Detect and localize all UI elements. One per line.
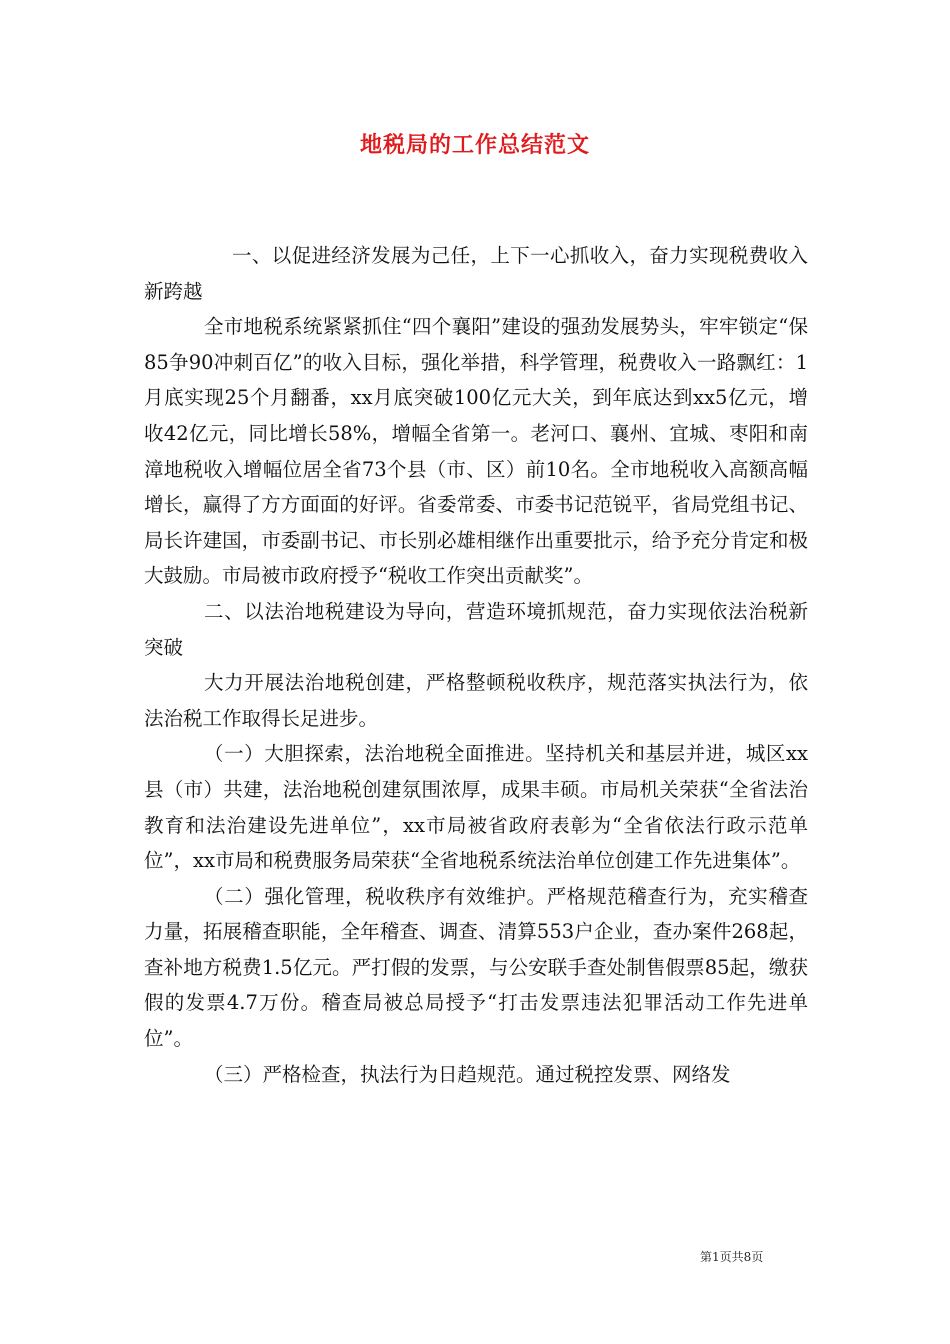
- section-heading-2: 二、以法治地税建设为导向，营造环境抓规范，奋力实现依法治税新突破: [144, 599, 808, 659]
- subsection-1: （一）大胆探索，法治地税全面推进。坚持机关和基层并进，城区xx县（市）共建，法治地税创建氛围浓厚，成果丰硕。市局机关荣获“全省法治教育和法治建设先进单位”，xx市局被省政府表彰为“全省依法行政示范单位”，xx市局和税费服务局荣获“全省地税系统法治单位创建工作先进集体”。: [144, 742, 808, 873]
- document-body: [144, 238, 808, 1092]
- paragraph-rule-of-law: 大力开展法治地税创建，严格整顿税收秩序，规范落实执法行为，依法治税工作取得长足进步。: [144, 671, 808, 730]
- section-heading-1: 一、以促进经济发展为己任，上下一心抓收入，奋力实现税费收入新跨越: [144, 244, 808, 303]
- subsection-2: （二）强化管理，税收秩序有效维护。严格规范稽查行为，充实稽查力量，拓展稽查职能，全年稽查、调查、清算553户企业，查办案件268起，查补地方税费1.5亿元。严打假的发票，与公安联手查处制售假票85起，缴获假的发票4.7万份。稽查局被总局授予“打击发票违法犯罪活动工作先进单位”。: [144, 884, 808, 1051]
- paragraph-revenue: 全市地税系统紧紧抓住“四个襄阳”建设的强劲发展势头，牢牢锁定“保85争90冲刺百亿”的收入目标，强化举措，科学管理，税费收入一路飘红：1月底实现25个月翻番，xx月底突破100亿元大关，到年底达到xx5亿元，增收42亿元，同比增长58%，增幅全省第一。老河口、襄州、宜城、枣阳和南漳地税收入增幅位居全省73个县（市、区）前10名。全市地税收入高额高幅增长，赢得了方方面面的好评。省委常委、市委书记范锐平，省局党组书记、局长许建国，市委副书记、市长别必雄相继作出重要批示，给予充分肯定和极大鼓励。市局被市政府授予“税收工作突出贡献奖”。: [144, 315, 808, 588]
- page-indicator: 第1页共8页: [700, 1250, 764, 1264]
- document-title: 地税局的工作总结范文: [359, 132, 590, 158]
- subsection-3: （三）严格检查，执法行为日趋规范。通过税控发票、网络发: [204, 1062, 731, 1086]
